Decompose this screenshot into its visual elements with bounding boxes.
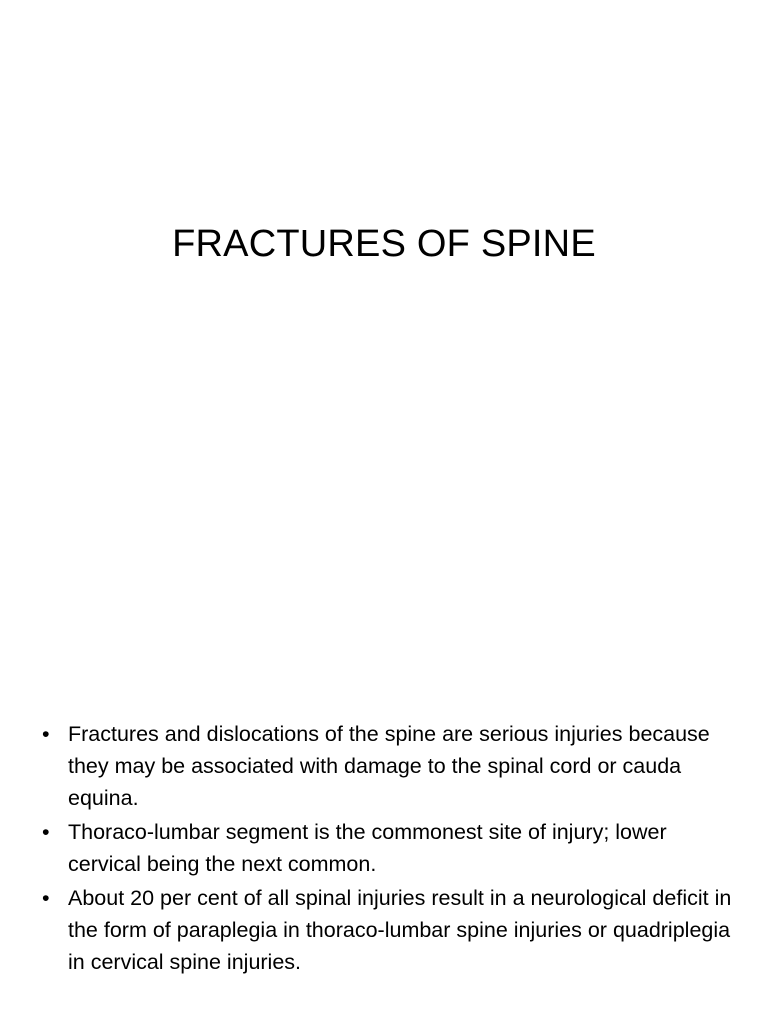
- bullet-marker: •: [42, 820, 50, 844]
- bullet-marker: •: [42, 722, 50, 746]
- slide-title: FRACTURES OF SPINE: [172, 223, 596, 265]
- bullet-marker: •: [42, 886, 50, 910]
- bullet-text: Thoraco-lumbar segment is the commonest site of injury; lower cervical being the next common.: [68, 820, 667, 876]
- bullet-item: [42, 882, 732, 978]
- bullet-list: [42, 718, 732, 980]
- bullet-item: [42, 816, 732, 880]
- bullet-item: [42, 718, 732, 814]
- bullet-text: Fractures and dislocations of the spine are serious injuries because they may be associated with damage to the spinal cord or cauda equina.: [68, 722, 710, 810]
- bullet-text: About 20 per cent of all spinal injuries result in a neurological deficit in the form of paraplegia in thoraco-lumbar spine injuries or quadriplegia in cervical spine injuries.: [68, 886, 732, 974]
